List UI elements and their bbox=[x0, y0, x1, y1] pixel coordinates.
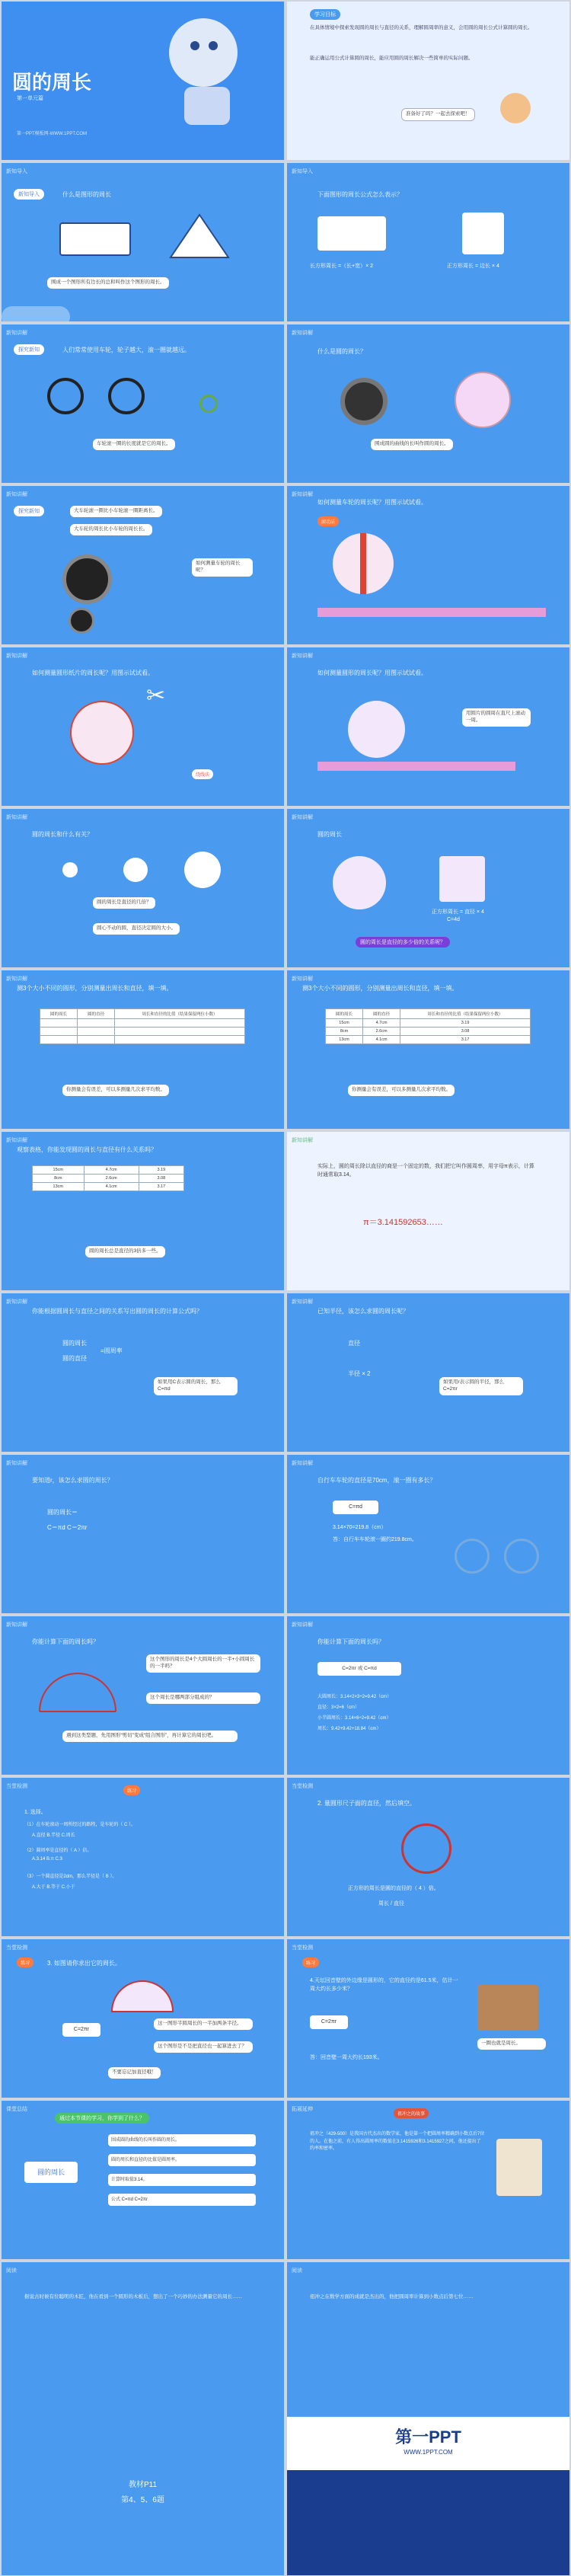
homework-line-1: 教材P11 bbox=[128, 2481, 158, 2489]
section-tag: 新知讲解 bbox=[292, 976, 313, 982]
cell: 3.19 bbox=[400, 1019, 531, 1028]
cell: 3.19 bbox=[139, 1166, 183, 1175]
bubble-perimeter: 大车轮的周长比小车轮的周长长。 bbox=[70, 524, 152, 535]
calc-3: 小半圆周长：3.14×6÷2=9.42（cm） bbox=[317, 1716, 391, 1721]
cell: 2.6cm bbox=[363, 1028, 400, 1036]
slide-intro-perimeter[interactable] bbox=[2, 163, 284, 321]
hint-bubble-2: 这个图形是不是把直径也一起算进去了？ bbox=[154, 2041, 253, 2053]
wheel-bubble: 车轮滚一圈的长度就是它的周长。 bbox=[93, 439, 175, 450]
slide-story[interactable] bbox=[287, 2101, 569, 2259]
cell: 4.7cm bbox=[84, 1166, 139, 1175]
circle-shape bbox=[455, 372, 511, 428]
measure-table bbox=[40, 1008, 245, 1044]
paper-circle bbox=[70, 701, 134, 765]
slide-reading-1[interactable] bbox=[2, 2262, 284, 2421]
slide-relation[interactable] bbox=[2, 809, 284, 967]
observe-table bbox=[32, 1165, 184, 1191]
practice-pill: 练习 bbox=[17, 1958, 33, 1967]
cell: 13cm bbox=[33, 1183, 85, 1191]
ruler-bar bbox=[317, 762, 515, 771]
method-label: 滚动法 bbox=[317, 516, 339, 526]
q1-item-3: （3）一个圆直径是2dm，那么半径是（ B ）。 bbox=[24, 1874, 117, 1879]
section-tag: 新知讲解 bbox=[6, 1299, 27, 1305]
slide-measure-table[interactable] bbox=[2, 970, 284, 1129]
hint-bubble: 你测量会有误差，可以多测量几次求平均数。 bbox=[348, 1085, 455, 1096]
story-text: 祖冲之（429-500）是我国古代杰出的数学家，他是第一个把圆周率精确到小数点后7位的人。在他之前，有人得出圆周率的数值在3.1415926和3.1415927之间，他还提出了约率和密率。 bbox=[310, 2132, 485, 2152]
q1-item-2: （2）圆周率是直径的（ A ）倍。 bbox=[24, 1849, 92, 1853]
summary-note-4: 公式 C=πd C=2πr bbox=[108, 2194, 256, 2206]
col-header: 圆的周长 bbox=[40, 1009, 78, 1019]
cell: 4.7cm bbox=[363, 1019, 400, 1028]
answer-line: 答：自行车车轮滚一圈约219.8cm。 bbox=[333, 1537, 417, 1542]
definition-bubble: 围成圆的曲线的长叫作圆的周长。 bbox=[371, 439, 453, 450]
big-wheel-icon bbox=[62, 555, 112, 604]
center-node: 圆的周长 bbox=[24, 2162, 78, 2183]
summary-note-3: 计算时取值3.14。 bbox=[108, 2174, 256, 2186]
section-tag: 当堂检测 bbox=[292, 1784, 313, 1789]
mid-circle bbox=[123, 858, 148, 882]
section-tag: 新知讲解 bbox=[6, 654, 27, 659]
slide-radius-formula[interactable] bbox=[287, 1293, 569, 1452]
col-header: 圆的直径 bbox=[78, 1009, 115, 1019]
answer-line: 答：回音壁一周大约长193米。 bbox=[310, 2055, 383, 2060]
question: 下面图形的周长公式怎么表示？ bbox=[317, 191, 403, 198]
table-row bbox=[40, 1028, 245, 1036]
question: 测3个大小不同的圆形，分别测量出周长和直径，填一填。 bbox=[302, 985, 458, 992]
robot-body bbox=[184, 87, 230, 125]
question: 什么是图形的周长 bbox=[62, 191, 111, 198]
section-tag: 当堂检测 bbox=[292, 1945, 313, 1951]
homework-line-2: 第4、5、6题 bbox=[121, 2496, 164, 2504]
hint-bubble-3: 不要忘记加直径哦！ bbox=[108, 2067, 161, 2079]
calc-2: 直径：3×2=6（cm） bbox=[317, 1705, 360, 1710]
question: 2. 量圆形尺子面的直径，然后填空。 bbox=[317, 1800, 416, 1807]
q1-choices-1: A.直径 B.半径 C.周长 bbox=[32, 1833, 75, 1838]
eq-formula: C＝πd C＝2πr bbox=[47, 1524, 88, 1531]
goal-1: 在具体情境中探索发现圆的周长与直径的关系，理解圆周率的意义，会用圆的周长公式计算圆的周长。 bbox=[310, 25, 533, 30]
ready-bubble: 准备好了吗？一起去探索吧！ bbox=[401, 108, 475, 121]
slide-brand[interactable] bbox=[287, 2417, 569, 2575]
slide-compound-figure[interactable] bbox=[2, 1616, 284, 1775]
hint-bubble-2: 这个周长是哪两部分组成的？ bbox=[146, 1692, 260, 1704]
question: 自行车车轮的直径是70cm，滚一圈有多长？ bbox=[317, 1477, 436, 1484]
slide-rolling[interactable] bbox=[287, 486, 569, 644]
reading-text: 据说古时候有位聪明的木匠，他在看到一个圆形的木板后，想出了一个巧妙的办法测量它的周长…… bbox=[24, 2294, 242, 2300]
q1-title: 1. 选择。 bbox=[24, 1810, 46, 1815]
explore-pill: 探究新知 bbox=[14, 344, 44, 355]
ruler-bar bbox=[317, 608, 546, 617]
fraction-label: 周长 / 直径 bbox=[378, 1901, 404, 1906]
semicircle-figure bbox=[108, 1977, 177, 2015]
question: 已知半径，该怎么求圆的周长呢？ bbox=[317, 1308, 409, 1315]
cell: 3.08 bbox=[139, 1175, 183, 1183]
table-row bbox=[326, 1028, 531, 1036]
summary-banner: 通过本节课的学习，你学到了什么？ bbox=[55, 2113, 149, 2124]
section-tag: 新知导入 bbox=[6, 169, 27, 174]
question: 人们常常使用车轮，轮子越大，滚一圈就越远。 bbox=[62, 347, 190, 353]
col-header: 圆的周长 bbox=[326, 1009, 363, 1019]
rectangle-shape bbox=[59, 222, 131, 256]
cell: 3.17 bbox=[139, 1183, 183, 1191]
hint-bubble-1: 这一图形半圆周长的一半加两条半径。 bbox=[154, 2018, 253, 2030]
unit-label: 第一单元篇 bbox=[17, 96, 43, 101]
slide-bike-problem[interactable] bbox=[287, 1455, 569, 1613]
section-tag: 新知讲解 bbox=[292, 1461, 313, 1466]
slide-objectives[interactable] bbox=[287, 2, 569, 160]
rect-formula: 长方形周长 =（长+宽）× 2 bbox=[310, 264, 374, 269]
question: 4.天坛回音壁的外边缘是圆形的，它的直径约是61.5米，估计一周大约长多少米？ bbox=[310, 1978, 458, 1992]
rectangle-card bbox=[317, 216, 386, 251]
calc-4: 周长：9.42+9.42+18.84（cm） bbox=[317, 1727, 381, 1731]
intro-pill: 新知导入 bbox=[14, 189, 44, 200]
bubble-how: 如何测量车轮的周长呢？ bbox=[192, 558, 253, 577]
question: 你能根据圆周长与直径之间的关系写出圆的周长的计算公式吗？ bbox=[32, 1308, 203, 1315]
square-card bbox=[462, 213, 504, 254]
eq-label: 圆的周长＝ bbox=[47, 1509, 78, 1516]
hint-bubble-1: 这个图形的周长是4个大圆周长的一半+小圆周长的一半吗？ bbox=[146, 1654, 260, 1673]
section-tag: 新知讲解 bbox=[292, 331, 313, 336]
practice-pill: 练习 bbox=[302, 1958, 319, 1967]
robot-eye-icon bbox=[209, 41, 218, 50]
table-row bbox=[40, 1019, 245, 1028]
big-circle bbox=[184, 852, 221, 888]
slide-wheels[interactable] bbox=[2, 324, 284, 483]
slide-homework[interactable] bbox=[2, 2417, 284, 2575]
calc-1: 大圆周长：3.14×2×3÷2=9.42（cm） bbox=[317, 1695, 392, 1699]
question: 什么是圆的周长？ bbox=[317, 348, 366, 355]
formula-box: C=2πr bbox=[62, 2023, 100, 2037]
cell: 8cm bbox=[326, 1028, 363, 1036]
section-tag: 新知导入 bbox=[292, 169, 313, 174]
circle-shape bbox=[333, 856, 386, 909]
brand-footer bbox=[287, 2470, 569, 2575]
slide-wrapping[interactable] bbox=[2, 647, 284, 806]
table-row bbox=[33, 1166, 184, 1175]
slide-practice-3[interactable] bbox=[2, 1939, 284, 2098]
section-tag: 新知讲解 bbox=[6, 1461, 27, 1466]
scooter-wheel-icon bbox=[199, 395, 218, 413]
slide-ruler[interactable] bbox=[287, 647, 569, 806]
pi-text: 实际上，圆的周长除以直径的商是一个固定的数，我们把它叫作圆周率，用字母π表示，计算时通常取3.14。 bbox=[317, 1164, 534, 1178]
robot-mascot bbox=[169, 18, 238, 87]
label-circumference: 圆的周长 bbox=[62, 1340, 87, 1347]
question-banner: 圆的周长是直径的多少倍的关系呢？ bbox=[356, 937, 450, 948]
section-tag: 当堂检测 bbox=[6, 1945, 27, 1951]
table-header bbox=[326, 1009, 531, 1019]
section-tag: 新知讲解 bbox=[6, 1622, 27, 1628]
circle-figure bbox=[401, 1823, 451, 1874]
summary-note-1: 围成圆的曲线的长叫作圆的周长。 bbox=[108, 2134, 256, 2146]
finding-bubble: 圆的周长总是直径的3倍多一些。 bbox=[85, 1246, 165, 1258]
question: 要知道r，该怎么求圆的周长？ bbox=[32, 1477, 113, 1484]
q1-item-1: （1）在车轮滚动一周所经过的路程，是车轮的（ C ）。 bbox=[24, 1823, 136, 1827]
question: 圆的周长和什么有关？ bbox=[32, 831, 93, 838]
small-circle bbox=[62, 862, 78, 877]
question: 3. 如图请你求出它的周长。 bbox=[47, 1960, 121, 1967]
slide-practice-2[interactable] bbox=[287, 1778, 569, 1936]
bike-wheel-icon bbox=[47, 378, 84, 414]
question: 如何测量圆形纸片的周长呢？用图示试试看。 bbox=[32, 670, 154, 676]
slide-title[interactable] bbox=[2, 2, 284, 160]
definition-bubble: 围成一个图形所有边长的总和叫作这个图形的周长。 bbox=[47, 277, 169, 289]
pi-value: π＝3.141592653…… bbox=[363, 1218, 443, 1227]
table-row bbox=[33, 1183, 184, 1191]
bike-wheel-icon bbox=[504, 1539, 539, 1574]
slide-reading-2[interactable] bbox=[287, 2262, 569, 2421]
semicircle-figure bbox=[32, 1662, 123, 1715]
label-diameter: 直径 bbox=[348, 1340, 360, 1347]
ratio-bubble: 圆的周长是直径的几倍？ bbox=[93, 897, 155, 909]
cell: 15cm bbox=[326, 1019, 363, 1028]
square-formula: 正方形周长 = 边长 × 4 bbox=[447, 264, 499, 269]
section-tag: 阅读 bbox=[292, 2268, 302, 2274]
question: 观察表格，你能发现圆的周长与直径有什么关系吗？ bbox=[17, 1146, 157, 1153]
section-tag: 新知讲解 bbox=[6, 331, 27, 336]
section-tag: 新知讲解 bbox=[6, 1138, 27, 1143]
tire-icon bbox=[340, 378, 388, 425]
cell: 8cm bbox=[33, 1175, 85, 1183]
table-row bbox=[326, 1019, 531, 1028]
table-row bbox=[326, 1036, 531, 1044]
temple-image bbox=[477, 1985, 538, 2031]
brand-url[interactable]: WWW.1PPT.COM bbox=[404, 2449, 453, 2456]
question: 如何测量圆形的周长呢？用图示试试看。 bbox=[317, 670, 427, 676]
question: 测3个大小不同的圆形，分别测量出周长和直径，填一填。 bbox=[17, 985, 173, 992]
section-tag: 新知讲解 bbox=[292, 654, 313, 659]
square-shape bbox=[439, 856, 485, 902]
method-label: 绕线法 bbox=[192, 769, 213, 779]
col-header: 周长和直径的比值（结果保留两位小数） bbox=[115, 1009, 245, 1019]
table-row bbox=[40, 1036, 245, 1044]
objectives-pill: 学习目标 bbox=[310, 9, 340, 20]
marker-line bbox=[360, 533, 366, 594]
slide-measure-table-filled[interactable] bbox=[287, 970, 569, 1129]
summary-note-2: 圆的周长和直径的比值是圆周率。 bbox=[108, 2154, 256, 2166]
square-eq: C=4d bbox=[447, 917, 460, 922]
q1-choices-3: A.大于 B.等于 C.小于 bbox=[32, 1885, 75, 1890]
calc-line: 3.14×70=219.8（cm） bbox=[333, 1525, 387, 1530]
cell: 4.1cm bbox=[363, 1036, 400, 1044]
slide-compound-answer[interactable] bbox=[287, 1616, 569, 1775]
slide-observe-table[interactable] bbox=[2, 1132, 284, 1290]
slide-what-is-circumference[interactable] bbox=[287, 324, 569, 483]
slide-pi[interactable] bbox=[287, 1132, 569, 1290]
paper-circle bbox=[348, 701, 405, 758]
formula-box: C=πd bbox=[333, 1501, 378, 1514]
cell: 2.6cm bbox=[84, 1175, 139, 1183]
q1-choices-2: A.3.14 B.π C.3 bbox=[32, 1857, 62, 1862]
site-label: 第一PPT模板网-WWW.1PPT.COM bbox=[17, 132, 87, 136]
section-tag: 新知讲解 bbox=[292, 492, 313, 497]
label-radius: 半径 × 2 bbox=[348, 1370, 371, 1377]
formula-bubble: 如果用C表示圆的周长，那么 C=πd bbox=[154, 1377, 238, 1395]
section-tag: 新知讲解 bbox=[6, 815, 27, 820]
label-diameter: 圆的直径 bbox=[62, 1355, 87, 1362]
portrait-image bbox=[496, 2139, 542, 2196]
kid-avatar bbox=[500, 93, 531, 123]
formula-box: C=2πr bbox=[310, 2015, 348, 2029]
cell: 3.17 bbox=[400, 1036, 531, 1044]
triangle-shape bbox=[169, 213, 230, 259]
section-tag: 当堂检测 bbox=[6, 1784, 27, 1789]
scissors-icon: ✂ bbox=[146, 683, 166, 708]
slide-practice-4[interactable] bbox=[287, 1939, 569, 2098]
story-title: 祖冲之的故事 bbox=[394, 2108, 429, 2118]
section-tag: 新知讲解 bbox=[292, 1138, 313, 1143]
section-tag: 新知讲解 bbox=[6, 976, 27, 982]
slide-formulas[interactable] bbox=[287, 163, 569, 321]
answer-line: 正方形的周长是圆的直径的（ 4 ）倍。 bbox=[348, 1886, 439, 1891]
question: 你能计算下面的周长吗？ bbox=[32, 1638, 99, 1645]
question: 你能计算下面的周长吗？ bbox=[317, 1638, 384, 1645]
explore-pill: 探究新知 bbox=[14, 506, 44, 516]
bubble-longer: 大车轮滚一圈比小车轮滚一圈距离长。 bbox=[70, 506, 162, 517]
section-tag: 新知讲解 bbox=[292, 815, 313, 820]
cloud-decoration bbox=[2, 306, 70, 321]
label-pi: =圆周率 bbox=[100, 1347, 123, 1354]
slide-know-r[interactable] bbox=[2, 1455, 284, 1613]
square-formula: 正方形周长 = 直径 × 4 bbox=[432, 909, 484, 915]
hint-bubble-3: 遇到这类型题，先用图形“剪切”变成“组合图形”，再计算它的周长吧。 bbox=[62, 1731, 238, 1742]
robot-eye-icon bbox=[190, 41, 199, 50]
section-tag: 新知讲解 bbox=[6, 492, 27, 497]
formula-box: C=2πr 或 C=πd bbox=[317, 1662, 401, 1676]
slide-practice-1[interactable] bbox=[2, 1778, 284, 1936]
page-title: 圆的周长 bbox=[12, 71, 92, 94]
col-header: 圆的直径 bbox=[363, 1009, 400, 1019]
cell: 3.08 bbox=[400, 1028, 531, 1036]
goal-2: 能正确运用公式计算圆的周长，能应用圆的周长解决一些简单的实际问题。 bbox=[310, 56, 474, 61]
size-bubble: 圆心不动的圆，直径决定圆的大小。 bbox=[93, 923, 180, 935]
slide-square-compare[interactable] bbox=[287, 809, 569, 967]
section-tag: 拓展延伸 bbox=[292, 2107, 313, 2112]
section-tag: 新知讲解 bbox=[292, 1299, 313, 1305]
hint-bubble: 你测量会有误差，可以多测量几次求平均数。 bbox=[62, 1085, 169, 1096]
bike-wheel-icon bbox=[455, 1539, 490, 1574]
formula-bubble: 如果用r表示圆的半径，那么 C=2πr bbox=[439, 1377, 523, 1395]
measure-table bbox=[325, 1008, 531, 1044]
hint-bubble: 用圆片的圆周在直尺上滚动一周。 bbox=[462, 708, 531, 727]
col-header: 周长和直径的比值（结果保留两位小数） bbox=[400, 1009, 531, 1019]
bike-wheel-icon bbox=[108, 378, 145, 414]
question: 如何测量车轮的周长呢？用图示试试看。 bbox=[317, 499, 427, 506]
cell: 15cm bbox=[33, 1166, 85, 1175]
small-wheel-icon bbox=[69, 608, 94, 634]
question: 圆的周长 bbox=[317, 831, 342, 838]
cell: 13cm bbox=[326, 1036, 363, 1044]
hint-bubble: 一圈也就是周长。 bbox=[477, 2038, 546, 2050]
practice-pill: 练习 bbox=[123, 1785, 140, 1795]
slide-compare-wheels[interactable] bbox=[2, 486, 284, 644]
section-tag: 阅读 bbox=[6, 2268, 17, 2274]
brand-logo: 第一PPT bbox=[395, 2427, 461, 2447]
cell: 4.1cm bbox=[84, 1183, 139, 1191]
reading-text: 祖冲之在数学方面的成就是杰出的，他把圆周率计算到小数点后第七位…… bbox=[310, 2294, 474, 2300]
table-header bbox=[40, 1009, 245, 1019]
slide-summary[interactable] bbox=[2, 2101, 284, 2259]
section-tag: 课堂总结 bbox=[6, 2107, 27, 2112]
table-row bbox=[33, 1175, 184, 1183]
slide-formula-derive[interactable] bbox=[2, 1293, 284, 1452]
section-tag: 新知讲解 bbox=[292, 1622, 313, 1628]
